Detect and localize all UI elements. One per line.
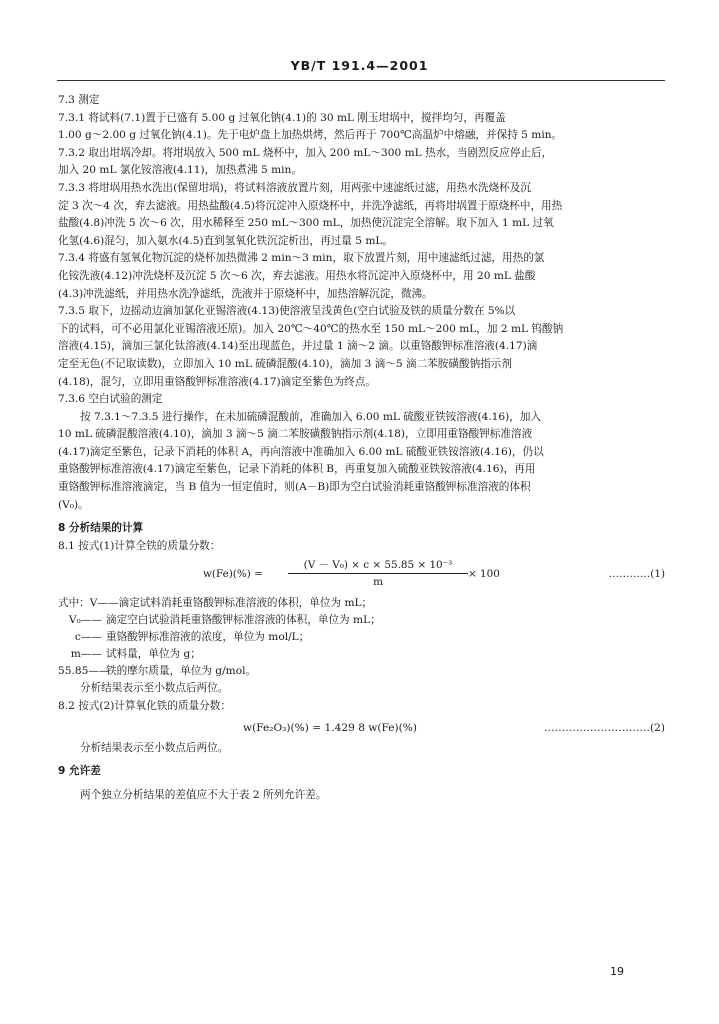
text-line: (V₀)。 (58, 498, 89, 511)
variable-description: 铁的摩尔质量，单位为 g/mol。 (106, 665, 257, 678)
text-line: 定至无色(不记取读数)，立即加入 10 mL 硫磷混酸(4.10)，滴加 3 滴～5 滴二苯胺磺酸钠指示剂 (58, 357, 512, 370)
variable-symbol: c—— (74, 631, 102, 644)
text-line: 重铬酸钾标准溶液(4.17)滴定至紫色，记录下消耗的体积 B，再重复加入硫酸亚铁铵溶液(4.16)，再用 (58, 463, 536, 476)
text-line: 重铬酸钾标准溶液滴定，当 B 值为一恒定值时，则(A－B)即为空白试验消耗重铬酸钾标准溶液的体积 (58, 481, 531, 494)
text-line: 化铵洗液(4.12)冲洗烧杯及沉淀 5 次～6 次，弃去滤液。用热水将沉淀冲入原烧杯中，用 20 mL 盐酸 (58, 269, 536, 282)
formula-1-numerator: (V － V₀) × c × 55.85 × 10⁻³ (288, 557, 468, 574)
text-line: 7.3.5 取下，边摇动边滴加氯化亚锡溶液(4.13)使溶液呈浅黄色(空白试验及铁的质量分数在 5%以 (58, 305, 516, 318)
standard-code-header: YB/T 191.4—2001 (290, 58, 429, 73)
result-note-2: 分析结果表示至小数点后两位。 (80, 741, 229, 754)
variable-row (58, 595, 665, 612)
text-line: 下的试料，可不必用氯化亚锡溶液还原)。加入 20℃～40℃的热水至 150 mL～200 mL，加 2 mL 钨酸钠 (58, 322, 564, 335)
formula-1-denominator: m (373, 576, 383, 589)
where-label: 式中： (58, 597, 90, 610)
formula-1-lhs: w(Fe)(%) = (203, 568, 263, 581)
paragraph-7-3-6 (58, 409, 665, 515)
variable-row (58, 663, 665, 680)
formula-1-tail: × 100 (468, 568, 500, 581)
text-line: 淀 3 次～4 次，弃去滤液。用热盐酸(4.5)将沉淀冲入原烧杯中，并洗净滤纸，再将坩埚置于原烧杯中，用热 (58, 199, 563, 212)
text-line: 按 7.3.1～7.3.5 进行操作，在未加硫磷混酸前，准确加入 6.00 mL 硫酸亚铁铵溶液(4.16)，加入 (80, 410, 542, 423)
header-rule (57, 80, 665, 81)
text-line: 1.00 g～2.00 g 过氧化钠(4.1)。先于电炉盘上加热烘烤，然后再于 700℃高温炉中熔融，并保持 5 min。 (58, 129, 563, 142)
section-9-title: 9 允许差 (58, 765, 101, 778)
variable-symbol: m—— (70, 648, 102, 661)
paragraph-8-1: 8.1 按式(1)计算全铁的质量分数： (58, 539, 221, 552)
page-content (58, 92, 665, 804)
formula-1-number: …………(1) (608, 568, 665, 581)
text-line: 加入 20 mL 氯化铵溶液(4.11)，加热煮沸 5 min。 (58, 164, 302, 177)
paragraph-7-3-5 (58, 303, 665, 391)
formula-2-number: …………………………(2) (544, 721, 665, 734)
text-line: (4.3)冲洗滤纸，并用热水洗净滤纸，洗液并于原烧杯中，加热溶解沉淀，微沸。 (58, 287, 433, 300)
variable-symbol: V—— (89, 597, 119, 610)
text-line: 7.3.4 将盛有氢氧化物沉淀的烧杯加热微沸 2 min～3 min，取下放置片刻，用中速滤纸过滤，用热的氯 (58, 252, 545, 265)
paragraph-8-2: 8.2 按式(2)计算氧化铁的质量分数： (58, 700, 231, 713)
section-8-title: 8 分析结果的计算 (58, 522, 144, 535)
variable-description: 重铬酸钾标准溶液的浓度，单位为 mol/L； (106, 631, 310, 644)
variable-row (58, 646, 665, 663)
variable-description: 试料量，单位为 g； (106, 648, 201, 661)
formula-1 (58, 555, 665, 595)
section-7-3-title: 7.3 测定 (58, 94, 100, 106)
paragraph-7-3-1 (58, 110, 665, 145)
formula-1-fraction (288, 557, 468, 590)
text-line: 7.3.3 将坩埚用热水洗出(保留坩埚)，将试料溶液放置片刻，用两张中速滤纸过滤，用热水洗烧杯及沉 (58, 181, 531, 194)
text-line: 盐酸(4.8)冲洗 5 次～6 次，用水稀释至 250 mL～300 mL，加热使沉淀完全溶解。取下加入 1 mL 过氧 (58, 217, 554, 230)
variable-symbol: V₀—— (68, 614, 102, 627)
text-line: 10 mL 硫磷混酸溶液(4.10)，滴加 3 滴～5 滴二苯胺磺酸钠指示剂(4.18)，立即用重铬酸钾标准溶液 (58, 428, 533, 441)
paragraph-7-3-3 (58, 180, 665, 250)
variable-description: 滴定空白试验消耗重铬酸钾标准溶液的体积，单位为 mL； (106, 614, 381, 627)
section-7-3-6-title: 7.3.6 空白试验的测定 (58, 393, 163, 406)
paragraph-9: 两个独立分析结果的差值应不大于表 2 所列允许差。 (80, 788, 327, 801)
formula-2 (58, 716, 665, 740)
text-line: (4.18)，混匀，立即用重铬酸钾标准溶液(4.17)滴定至紫色为终点。 (58, 375, 376, 388)
variable-row (58, 629, 665, 646)
text-line: (4.17)滴定至紫色，记录下消耗的体积 A，再向溶液中准确加入 6.00 mL 硫酸亚铁铵溶液(4.16)，仍以 (58, 445, 544, 458)
variable-definitions (58, 595, 665, 680)
formula-2-body: w(Fe₂O₃)(%) = 1.429 8 w(Fe)(%) (243, 721, 418, 734)
variable-symbol: 55.85—— (58, 665, 110, 678)
variable-row (58, 612, 665, 629)
result-note-1: 分析结果表示至小数点后两位。 (80, 682, 229, 695)
paragraph-7-3-2 (58, 145, 665, 180)
page-number: 19 (610, 965, 624, 978)
text-line: 化氢(4.6)混匀，加入氨水(4.5)直到氢氧化铁沉淀析出，再过量 5 mL。 (58, 234, 394, 247)
variable-description: 滴定试料消耗重铬酸钾标准溶液的体积，单位为 mL； (118, 597, 373, 610)
paragraph-7-3-4 (58, 250, 665, 303)
text-line: 溶液(4.15)，滴加三氯化钛溶液(4.14)至出现蓝色，并过量 1 滴～2 滴。以重铬酸钾标准溶液(4.17)滴 (58, 340, 538, 353)
text-line: 7.3.1 将试料(7.1)置于已盛有 5.00 g 过氧化钠(4.1)的 30 mL 刚玉坩埚中，搅拌均匀，再覆盖 (58, 111, 506, 124)
text-line: 7.3.2 取出坩埚冷却。将坩埚放入 500 mL 烧杯中，加入 200 mL～300 mL 热水，当剧烈反应停止后， (58, 146, 553, 159)
